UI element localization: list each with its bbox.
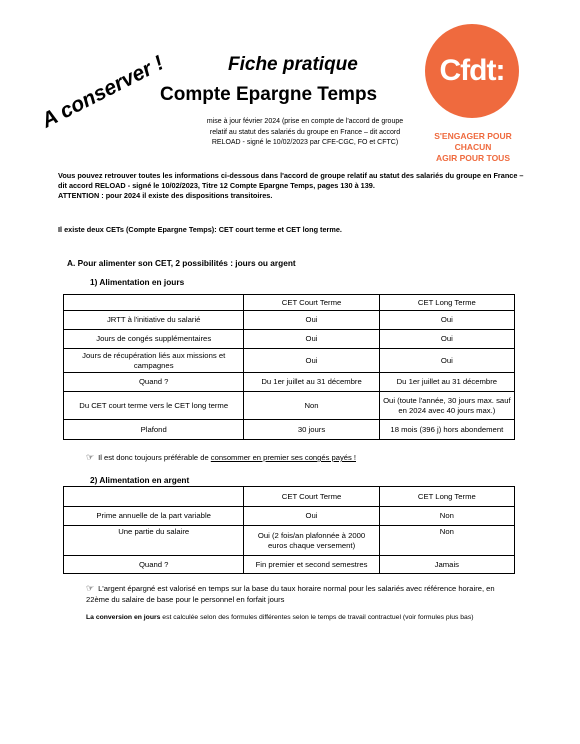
note-conversion-rest: est calculée selon des formules différentes selon le temps de travail contractuel (voir formules plus bas) bbox=[160, 614, 474, 621]
table-cell: Fin premier et second semestres bbox=[244, 556, 379, 574]
update-note-line-2: relatif au statut des salariés du groupe en France – dit accord bbox=[209, 128, 401, 136]
table-header-cell: CET Court Terme bbox=[244, 295, 379, 311]
pointing-hand-icon: ☞ bbox=[86, 583, 95, 593]
table-header-cell: CET Court Terme bbox=[244, 487, 379, 507]
note-valorisation-text: L'argent épargné est valorisé en temps sur la base du taux horaire normal pour les salariés avec référence horaire, en 22ème du salaire de base pour le personnel en forfait jours bbox=[86, 584, 495, 604]
table-cell: Oui bbox=[244, 349, 379, 373]
update-note-line-1: mise à jour février 2024 (prise en compte de l'accord de groupe bbox=[206, 118, 404, 125]
table-cell: Prime annuelle de la part variable bbox=[64, 507, 244, 526]
table-cell: Jamais bbox=[379, 556, 514, 574]
table-cell bbox=[64, 487, 244, 507]
two-cets-text: Il existe deux CETs (Compte Epargne Temps): CET court terme et CET long terme. bbox=[58, 225, 342, 234]
table-cell: Oui bbox=[379, 311, 514, 330]
table-row bbox=[64, 556, 515, 574]
table-cell: Quand ? bbox=[64, 556, 244, 574]
subsection-2-heading: 2) Alimentation en argent bbox=[90, 475, 190, 485]
stamp-a-conserver: A conserver ! bbox=[38, 51, 168, 133]
table-row bbox=[64, 311, 515, 330]
table-cell: Jours de récupération liés aux missions et campagnes bbox=[64, 349, 244, 373]
note-valorisation bbox=[86, 583, 516, 605]
table-cell: Plafond bbox=[64, 420, 244, 440]
table-cell: Oui (2 fois/an plafonnée à 2000 euros chaque versement) bbox=[244, 526, 379, 556]
table-cell: Du 1er juillet au 31 décembre bbox=[244, 373, 379, 392]
update-note bbox=[205, 117, 405, 149]
subsection-1-heading: 1) Alimentation en jours bbox=[90, 277, 185, 287]
table-cell bbox=[64, 295, 244, 311]
table-cell: Quand ? bbox=[64, 373, 244, 392]
note-conges-payes bbox=[86, 452, 356, 463]
table-cell: Oui (toute l'année, 30 jours max. sauf en 2024 avec 40 jours max.) bbox=[379, 392, 514, 420]
table-cell: Jours de congés supplémentaires bbox=[64, 330, 244, 349]
table-cell: Oui bbox=[244, 311, 379, 330]
table-header-cell: CET Long Terme bbox=[379, 295, 514, 311]
table-row bbox=[64, 526, 515, 556]
pointing-hand-icon: ☞ bbox=[86, 452, 95, 462]
table-cell: Non bbox=[379, 526, 514, 556]
table-cell: Oui bbox=[379, 330, 514, 349]
table-row bbox=[64, 507, 515, 526]
table-row bbox=[64, 349, 515, 373]
table-cell: Oui bbox=[379, 349, 514, 373]
table-cell: Oui bbox=[244, 330, 379, 349]
page-title: Compte Epargne Temps bbox=[160, 84, 378, 105]
table-cell: Non bbox=[379, 507, 514, 526]
slogan-line-2: AGIR POUR TOUS bbox=[436, 153, 510, 163]
intro-paragraph bbox=[58, 171, 528, 201]
note-prefix: Il est donc toujours préférable de bbox=[98, 453, 211, 462]
table-cell: Non bbox=[244, 392, 379, 420]
table-cell: Une partie du salaire bbox=[64, 526, 244, 556]
table-row bbox=[64, 330, 515, 349]
table-header-cell: CET Long Terme bbox=[379, 487, 514, 507]
table-row bbox=[64, 420, 515, 440]
table-alimentation-argent bbox=[63, 486, 515, 574]
table-row bbox=[64, 373, 515, 392]
note-conversion bbox=[86, 614, 473, 621]
title-fiche-pratique: Fiche pratique bbox=[228, 54, 358, 75]
section-a-heading: A. Pour alimenter son CET, 2 possibilités : jours ou argent bbox=[67, 258, 296, 268]
table-cell: JRTT à l'initiative du salarié bbox=[64, 311, 244, 330]
table-header-row bbox=[64, 487, 515, 507]
table-cell: Du 1er juillet au 31 décembre bbox=[379, 373, 514, 392]
slogan bbox=[418, 131, 528, 164]
table-cell: Oui bbox=[244, 507, 379, 526]
note-conversion-bold: La conversion en jours bbox=[86, 614, 161, 621]
table-cell: Du CET court terme vers le CET long terme bbox=[64, 392, 244, 420]
logo-text: Cfdt: bbox=[439, 54, 505, 87]
table-cell: 18 mois (396 j) hors abondement bbox=[379, 420, 514, 440]
intro-text: Vous pouvez retrouver toutes les informations ci-dessous dans l'accord de groupe relatif au statut des salariés du groupe en France – dit accord RELOAD - signé le 10/02/2023, Titre 12 Compte Epargne Temps, pages 130 à 139. bbox=[58, 171, 524, 190]
table-header-row bbox=[64, 295, 515, 311]
table-alimentation-jours bbox=[63, 294, 515, 440]
table-cell: 30 jours bbox=[244, 420, 379, 440]
note-underlined: consommer en premier ses congés payés ! bbox=[210, 453, 356, 462]
intro-attention: ATTENTION : pour 2024 il existe des dispositions transitoires. bbox=[58, 191, 273, 200]
table-row bbox=[64, 392, 515, 420]
update-note-line-3: RELOAD - signé le 10/02/2023 par CFE-CGC, FO et CFTC) bbox=[211, 139, 399, 146]
slogan-line-1: S'ENGAGER POUR CHACUN bbox=[434, 131, 512, 152]
cfdt-logo bbox=[425, 24, 519, 118]
